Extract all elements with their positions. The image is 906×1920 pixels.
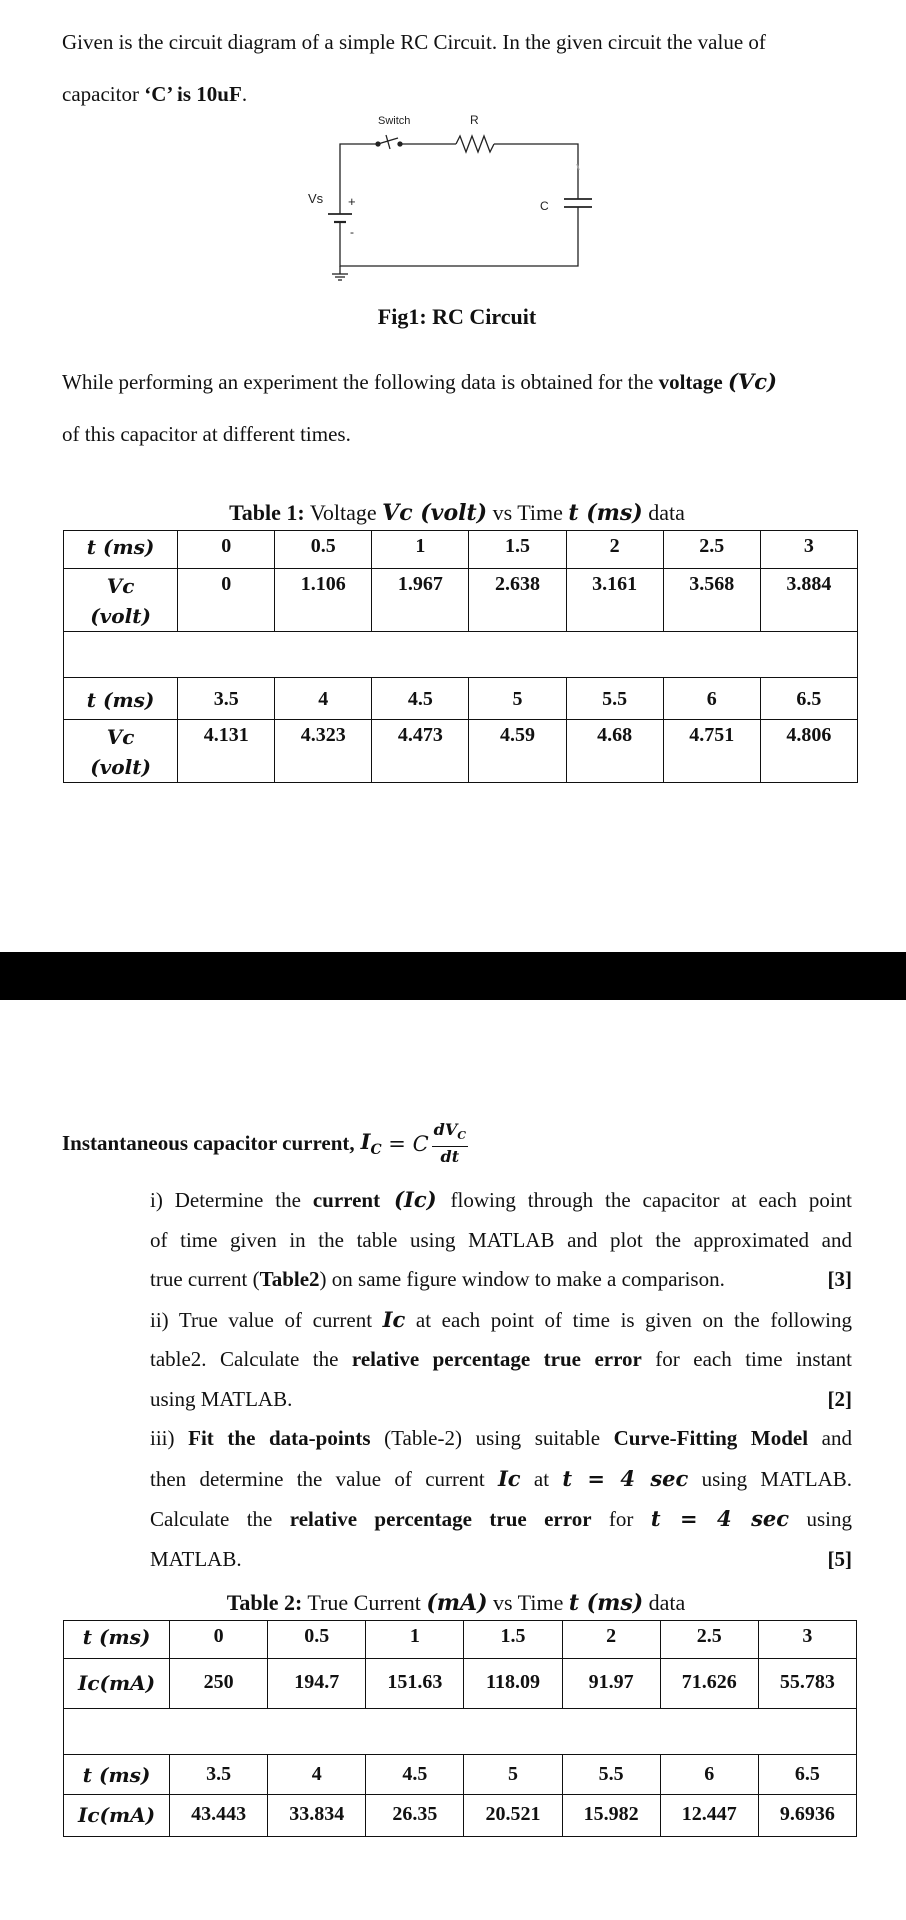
table-cell: 4.473 [372,720,469,783]
formula-numerator-text: dV [433,1120,458,1139]
table-cell: 3.161 [566,569,663,632]
q3-line-3 [150,1499,852,1540]
figure-caption: Fig1: RC Circuit [377,304,537,329]
table-cell: 4.806 [760,720,857,783]
q1-bold-2: Table2 [259,1267,320,1291]
formula-lhs [361,1129,382,1158]
table-cell: 3.568 [663,569,760,632]
q3-text-4: then determine the value of current [150,1466,498,1491]
table-cell: 3.5 [178,678,275,720]
table1-caption [62,500,852,526]
table-cell: 6.5 [760,678,857,720]
formula-numerator [432,1120,468,1147]
q2-text-2: at each point of time is given on the following [405,1307,852,1332]
q2-text: ii) True value of current [150,1307,383,1332]
table-cell: 0.5 [268,1621,366,1659]
row-label-time: t (ms) [64,531,178,569]
table-cell: 118.09 [464,1659,562,1709]
table-cell: 3 [758,1621,856,1659]
q3-math: Ic [497,1465,521,1491]
table-cell: 15.982 [562,1795,660,1837]
experiment-line-2: of this capacitor at different times. [62,422,351,446]
q3-math-2: t = 4 sec [562,1465,689,1491]
table-cell: 6 [660,1755,758,1795]
table-row [64,1755,857,1795]
q3-bold-3: relative percentage true error [289,1507,592,1531]
intro-period: . [241,82,248,106]
q3-text-10: MATLAB. [150,1546,242,1571]
row-label-voltage-2: (volt) [90,604,151,628]
intro-line-2-text: capacitor [62,82,145,106]
table-cell: 0.5 [275,531,372,569]
q3-text-8: for [591,1507,651,1531]
table-cell: 9.6936 [758,1795,856,1837]
table-cell: 0 [178,531,275,569]
table-spacer-row [64,1709,857,1755]
table-cell: 20.521 [464,1795,562,1837]
table-cell: 4.68 [566,720,663,783]
questions-block [150,1180,852,1579]
table1-caption-text2: vs Time [487,500,569,525]
table2-caption-text3: data [643,1590,686,1615]
q3-bold-2: Curve-Fitting Model [613,1426,809,1450]
q1-text: i) Determine the [150,1188,313,1212]
table-cell: 4 [275,678,372,720]
formula-lhs-symbol: I [360,1129,371,1154]
table-cell: 2.5 [660,1621,758,1659]
table-spacer-cell [64,1709,857,1755]
q1-line-3-text [150,1260,725,1300]
table-cell: 4.59 [469,720,566,783]
capacitor-current-formula [62,1120,468,1167]
table-cell: 91.97 [562,1659,660,1709]
q3-line-4 [150,1540,852,1580]
q2-line-1 [150,1300,852,1341]
q1-bold: current [312,1188,381,1212]
voltage-table [63,530,858,783]
formula-fraction [432,1120,468,1167]
plus-label: + [348,194,356,209]
table-cell: 6 [663,678,760,720]
table-cell: 12.447 [660,1795,758,1837]
table-cell: 2 [566,531,663,569]
table-row [64,678,858,720]
intro-paragraph [62,16,852,120]
table-cell: 1.5 [469,531,566,569]
table1-caption-text: Voltage [304,500,383,525]
table-cell: 1 [372,531,469,569]
table-cell: 4.131 [178,720,275,783]
table-cell: 4 [268,1755,366,1795]
experiment-paragraph [62,356,852,460]
formula-denominator: dt [440,1147,460,1167]
table-cell: 2 [562,1621,660,1659]
q3-text-3: and [808,1426,852,1450]
table-spacer-row [64,632,858,678]
capacitor-value: ‘C’ is 10uF [144,82,242,106]
q3-text-9: using [789,1507,853,1531]
table-row [64,720,858,783]
capacitor-label: C [540,199,549,213]
q3-text-2: (Table-2) using suitable [370,1426,614,1450]
row-label-voltage [64,569,178,632]
q3-text-5: at [520,1466,563,1491]
table-cell: 5.5 [566,678,663,720]
q3-math-3: t = 4 sec [650,1506,790,1531]
row-label-voltage [64,720,178,783]
table2-caption-label: Table 2: [226,1590,303,1615]
experiment-line-1 [62,356,852,408]
row-label-current: Ic(mA) [64,1795,170,1837]
table-cell: 33.834 [268,1795,366,1837]
table-cell: 26.35 [366,1795,464,1837]
row-label-time: t (ms) [64,1621,170,1659]
table-cell: 5 [464,1755,562,1795]
table-cell: 1.5 [464,1621,562,1659]
row-label-voltage-1: Vc [106,725,135,749]
table-cell: 250 [170,1659,268,1709]
table-row [64,531,858,569]
table-cell: 71.626 [660,1659,758,1709]
table-row [64,1659,857,1709]
q1-text-2: flowing through the capacitor at each point [450,1188,852,1212]
formula-equals: = C [381,1131,429,1156]
formula-label: Instantaneous capacitor current, [62,1131,355,1156]
table-cell: 1.106 [275,569,372,632]
q1-math: (Ic) [380,1187,451,1212]
table-cell: 5.5 [562,1755,660,1795]
row-label-time: t (ms) [64,1755,170,1795]
q3-marks: [5] [827,1546,852,1571]
table-row [64,569,858,632]
q2-math: Ic [382,1306,406,1332]
q2-text-4: for each time instant [641,1347,852,1371]
table-cell: 2.638 [469,569,566,632]
experiment-text: While performing an experiment the following data is obtained for the [62,370,659,394]
q2-marks: [2] [827,1386,852,1411]
table1-caption-math2: t (ms) [568,500,643,526]
table-cell: 6.5 [758,1755,856,1795]
table-cell: 3 [760,531,857,569]
row-label-voltage-2: (volt) [90,755,151,779]
q3-line-2 [150,1459,852,1500]
table-cell: 43.443 [170,1795,268,1837]
table2-caption-text2: vs Time [487,1590,569,1615]
q1-text-4: ) on same figure window to make a comparison. [319,1267,725,1291]
q2-line-2 [150,1340,852,1380]
table-cell: 2.5 [663,531,760,569]
table-cell: 151.63 [366,1659,464,1709]
table-cell: 194.7 [268,1659,366,1709]
row-label-current: Ic(mA) [64,1659,170,1709]
q1-line-1 [150,1180,852,1221]
experiment-math: (Vc) [727,369,777,394]
row-label-voltage-1: Vc [106,574,135,598]
table-cell: 4.751 [663,720,760,783]
formula-lhs-sub: C [370,1142,382,1159]
table-spacer-cell [64,632,858,678]
table-cell: 0 [170,1621,268,1659]
q3-line-1 [150,1419,852,1459]
table-cell: 4.5 [372,678,469,720]
q1-line-3 [150,1260,852,1300]
table1-caption-label: Table 1: [229,500,305,525]
q2-text-3: table2. Calculate the [150,1347,352,1371]
current-table [63,1620,857,1837]
table2-caption-math2: t (ms) [568,1590,644,1616]
table-cell: 4.323 [275,720,372,783]
resistor-label: R [470,113,479,127]
redaction-bar [0,952,906,1000]
minus-label: - [350,225,354,239]
table-row [64,1621,857,1659]
rc-circuit-diagram [300,108,610,298]
intro-line-1: Given is the circuit diagram of a simple RC Circuit. In the given circuit the value of [62,30,766,54]
q2-bold: relative percentage true error [351,1347,642,1371]
vs-label: Vs [308,191,324,206]
q3-text-7: Calculate the [150,1507,290,1531]
q2-line-3 [150,1380,852,1420]
table2-caption-math1: (mA) [426,1590,488,1616]
q2-text-5: using MATLAB. [150,1386,293,1411]
table-cell: 55.783 [758,1659,856,1709]
q3-text-6: using MATLAB. [688,1466,852,1491]
table2-caption-text: True Current [302,1590,427,1615]
table2-caption [18,1590,894,1616]
row-label-time: t (ms) [64,678,178,720]
table-cell: 0 [178,569,275,632]
formula-numerator-sub: C [457,1129,467,1143]
table-cell: 4.5 [366,1755,464,1795]
table-cell: 1 [366,1621,464,1659]
q1-text-3: true current ( [150,1267,260,1291]
table-cell: 1.967 [372,569,469,632]
table-cell: 3.5 [170,1755,268,1795]
q1-line-2: of time given in the table using MATLAB and plot the approximated and [150,1227,852,1252]
switch-label: Switch [378,115,411,127]
table-row [64,1795,857,1837]
table1-caption-text3: data [642,500,685,525]
table-cell: 5 [469,678,566,720]
experiment-bold: voltage [658,370,723,394]
q3-text: iii) [150,1426,189,1450]
table1-caption-math1: Vc (volt) [382,500,488,526]
q3-bold: Fit the data-points [188,1426,371,1450]
q1-marks: [3] [827,1267,852,1291]
table-cell: 3.884 [760,569,857,632]
